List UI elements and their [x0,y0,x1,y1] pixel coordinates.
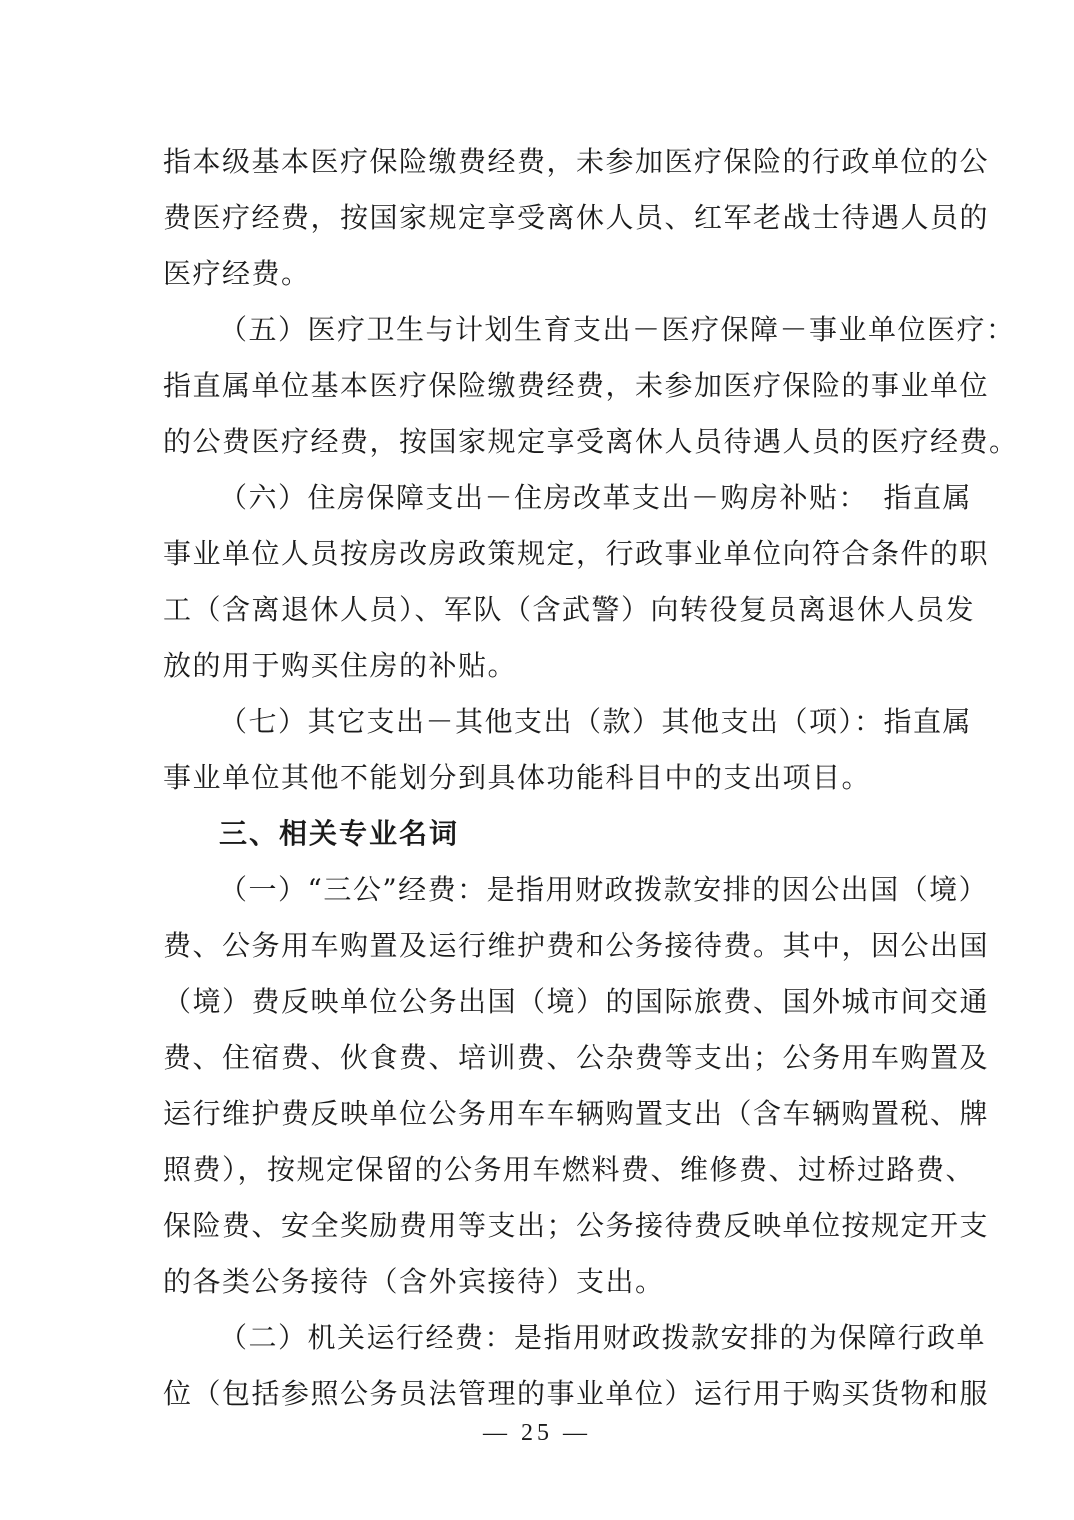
paragraph-line: 保险费、安全奖励费用等支出；公务接待费反映单位按规定开支 [163,1209,990,1242]
paragraph-line: 事业单位人员按房改房政策规定，行政事业单位向符合条件的职 [163,537,990,570]
paragraph-line: 事业单位其他不能划分到具体功能科目中的支出项目。 [163,761,872,794]
paragraph-line: 费、住宿费、伙食费、培训费、公杂费等支出；公务用车购置及 [163,1041,990,1074]
paragraph-line: 指本级基本医疗保险缴费经费，未参加医疗保险的行政单位的公 [163,145,990,178]
paragraph-line: （五）医疗卫生与计划生育支出－医疗保障－事业单位医疗： [219,313,1016,346]
paragraph-line: （一）“三公”经费：是指用财政拨款安排的因公出国（境） [219,873,989,906]
page-number: — 25 — [483,1420,591,1446]
paragraph-line: 放的用于购买住房的补贴。 [163,649,518,682]
paragraph-line: 的各类公务接待（含外宾接待）支出。 [163,1265,665,1298]
paragraph-line: （二）机关运行经费：是指用财政拨款安排的为保障行政单 [219,1321,987,1354]
paragraph-line: 位（包括参照公务员法管理的事业单位）运行用于购买货物和服 [163,1377,990,1410]
paragraph-line: 费、公务用车购置及运行维护费和公务接待费。其中，因公出国 [163,929,990,962]
section-heading: 三、相关专业名词 [219,817,460,850]
paragraph-line: 照费），按规定保留的公务用车燃料费、维修费、过桥过路费、 [163,1153,976,1186]
paragraph-line: 运行维护费反映单位公务用车车辆购置支出（含车辆购置税、牌 [163,1097,990,1130]
paragraph-line: 医疗经费。 [163,257,311,290]
paragraph-line: 费医疗经费，按国家规定享受离休人员、红军老战士待遇人员的 [163,201,990,234]
paragraph-line: 指直属单位基本医疗保险缴费经费，未参加医疗保险的事业单位 [163,369,990,402]
paragraph-line: 的公费医疗经费，按国家规定享受离休人员待遇人员的医疗经费。 [163,425,1019,458]
paragraph-line: （境）费反映单位公务出国（境）的国际旅费、国外城市间交通 [163,985,990,1018]
paragraph-line: （六）住房保障支出－住房改革支出－购房补贴： 指直属 [219,481,973,514]
paragraph-line: （七）其它支出－其他支出（款）其他支出（项）：指直属 [219,705,973,738]
paragraph-line: 工（含离退休人员）、军队（含武警）向转役复员离退休人员发 [163,593,976,626]
